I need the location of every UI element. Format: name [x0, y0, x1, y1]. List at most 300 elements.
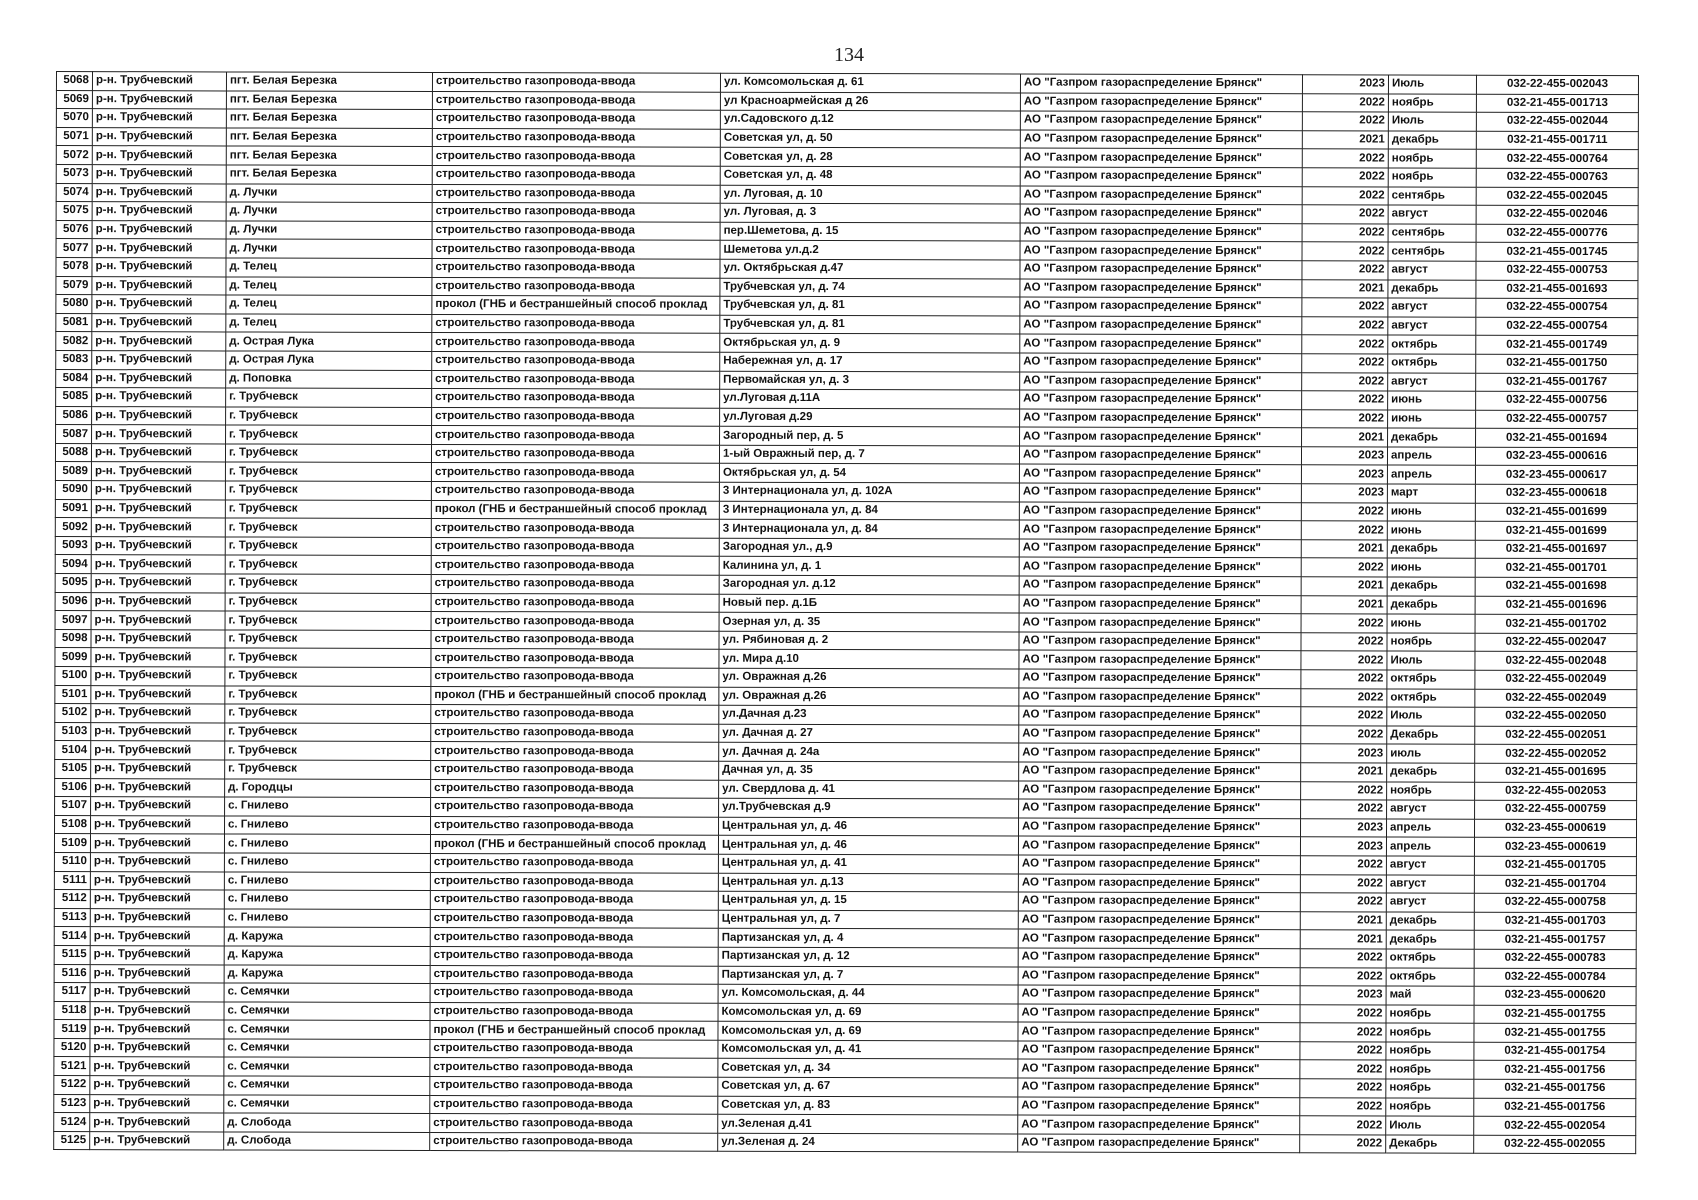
permit-code-cell: 032-21-455-001755: [1474, 1005, 1636, 1024]
organization-cell: АО "Газпром газораспределение Брянск": [1018, 911, 1300, 930]
month-cell: ноябрь: [1386, 1060, 1474, 1079]
month-cell: октябрь: [1386, 967, 1474, 986]
locality-cell: д. Лучки: [226, 184, 432, 203]
row-number-cell: 5124: [54, 1113, 90, 1132]
district-cell: р-н. Трубчевский: [90, 927, 224, 946]
organization-cell: АО "Газпром газораспределение Брянск": [1019, 502, 1301, 521]
year-cell: 2023: [1302, 75, 1388, 94]
organization-cell: АО "Газпром газораспределение Брянск": [1019, 688, 1301, 707]
locality-cell: с. Семячки: [224, 1039, 430, 1058]
year-cell: 2022: [1300, 1135, 1386, 1154]
organization-cell: АО "Газпром газораспределение Брянск": [1020, 260, 1302, 279]
address-cell: ул. Рябиновая д. 2: [719, 631, 1019, 650]
month-cell: Июль: [1388, 112, 1476, 131]
month-cell: июнь: [1388, 410, 1476, 429]
month-cell: апрель: [1387, 447, 1475, 466]
month-cell: сентябрь: [1388, 187, 1476, 206]
district-cell: р-н. Трубчевский: [92, 239, 226, 258]
work-type-cell: строительство газопровода-ввода: [431, 463, 719, 482]
row-number-cell: 5100: [55, 666, 91, 685]
permit-code-cell: 032-22-455-000776: [1476, 224, 1638, 243]
locality-cell: г. Трубчевск: [226, 407, 432, 426]
district-cell: р-н. Трубчевский: [91, 760, 225, 779]
work-type-cell: строительство газопровода-ввода: [431, 667, 719, 686]
locality-cell: д. Телец: [226, 314, 432, 333]
address-cell: ул Красноармейская д 26: [720, 92, 1020, 111]
year-cell: 2022: [1301, 558, 1387, 577]
month-cell: сентябрь: [1388, 242, 1476, 261]
locality-cell: г. Трубчевск: [225, 760, 431, 779]
work-type-cell: строительство газопровода-ввода: [430, 1039, 718, 1058]
permit-code-cell: 032-23-455-000619: [1474, 838, 1636, 857]
page-number: 134: [834, 44, 864, 66]
address-cell: 1-ый Овражный пер, д. 7: [719, 445, 1019, 464]
work-type-cell: строительство газопровода-ввода: [431, 630, 719, 649]
permit-code-cell: 032-22-455-000763: [1476, 168, 1638, 187]
locality-cell: с. Гнилево: [224, 834, 430, 853]
address-cell: Советская ул, д. 48: [720, 166, 1020, 185]
row-number-cell: 5073: [56, 164, 92, 183]
row-number-cell: 5078: [56, 257, 92, 276]
row-number-cell: 5084: [56, 369, 92, 388]
organization-cell: АО "Газпром газораспределение Брянск": [1018, 1115, 1300, 1134]
permit-code-cell: 032-22-455-000754: [1476, 298, 1638, 317]
organization-cell: АО "Газпром газораспределение Брянск": [1019, 520, 1301, 539]
organization-cell: АО "Газпром газораспределение Брянск": [1020, 167, 1302, 186]
district-cell: р-н. Трубчевский: [91, 536, 225, 555]
work-type-cell: строительство газопровода-ввода: [431, 760, 719, 779]
organization-cell: АО "Газпром газораспределение Брянск": [1020, 279, 1302, 298]
year-cell: 2023: [1300, 837, 1386, 856]
locality-cell: д. Слобода: [224, 1132, 430, 1151]
organization-cell: АО "Газпром газораспределение Брянск": [1018, 1134, 1300, 1153]
permit-code-cell: 032-22-455-002048: [1475, 652, 1637, 671]
table-row: [54, 1131, 1636, 1154]
address-cell: Загородная ул., д.9: [719, 538, 1019, 557]
district-cell: р-н. Трубчевский: [92, 165, 226, 184]
year-cell: 2021: [1302, 428, 1388, 447]
organization-cell: АО "Газпром газораспределение Брянск": [1018, 948, 1300, 967]
district-cell: р-н. Трубчевский: [90, 1094, 224, 1113]
locality-cell: д. Телец: [226, 276, 432, 295]
year-cell: 2022: [1301, 502, 1387, 521]
permit-code-cell: 032-23-455-000616: [1475, 447, 1637, 466]
locality-cell: г. Трубчевск: [225, 630, 431, 649]
work-type-cell: строительство газопровода-ввода: [430, 891, 718, 910]
work-type-cell: строительство газопровода-ввода: [432, 277, 720, 296]
work-type-cell: строительство газопровода-ввода: [432, 110, 720, 129]
address-cell: ул. Мира д.10: [719, 650, 1019, 669]
year-cell: 2022: [1302, 409, 1388, 428]
locality-cell: с. Гнилево: [224, 871, 430, 890]
organization-cell: АО "Газпром газораспределение Брянск": [1018, 967, 1300, 986]
permit-code-cell: 032-21-455-001705: [1474, 856, 1636, 875]
month-cell: ноябрь: [1387, 633, 1475, 652]
month-cell: Июль: [1387, 651, 1475, 670]
address-cell: 3 Интернационала ул, д. 102А: [719, 482, 1019, 501]
row-number-cell: 5072: [56, 146, 92, 165]
month-cell: ноябрь: [1386, 1098, 1474, 1117]
organization-cell: АО "Газпром газораспределение Брянск": [1019, 669, 1301, 688]
row-number-cell: 5094: [55, 555, 91, 574]
locality-cell: г. Трубчевск: [225, 704, 431, 723]
work-type-cell: строительство газопровода-ввода: [430, 1132, 718, 1151]
gas-connection-register-table: [53, 71, 1639, 1155]
locality-cell: с. Гнилево: [225, 816, 431, 835]
address-cell: ул. Дачная д. 24а: [719, 743, 1019, 762]
year-cell: 2022: [1301, 633, 1387, 652]
month-cell: август: [1388, 205, 1476, 224]
year-cell: 2022: [1302, 112, 1388, 131]
permit-code-cell: 032-21-455-001702: [1475, 614, 1637, 633]
address-cell: Октябрьская ул, д. 54: [719, 464, 1019, 483]
organization-cell: АО "Газпром газораспределение Брянск": [1019, 743, 1301, 762]
organization-cell: АО "Газпром газораспределение Брянск": [1019, 446, 1301, 465]
month-cell: март: [1387, 484, 1475, 503]
district-cell: р-н. Трубчевский: [90, 945, 224, 964]
organization-cell: АО "Газпром газораспределение Брянск": [1018, 1004, 1300, 1023]
row-number-cell: 5095: [55, 574, 91, 593]
month-cell: октябрь: [1387, 689, 1475, 708]
year-cell: 2021: [1302, 131, 1388, 150]
year-cell: 2021: [1301, 540, 1387, 559]
organization-cell: АО "Газпром газораспределение Брянск": [1020, 148, 1302, 167]
work-type-cell: строительство газопровода-ввода: [430, 984, 718, 1003]
address-cell: ул. Свердлова д. 41: [719, 780, 1019, 799]
row-number-cell: 5091: [55, 499, 91, 518]
address-cell: Озерная ул, д. 35: [719, 612, 1019, 631]
district-cell: р-н. Трубчевский: [91, 704, 225, 723]
organization-cell: АО "Газпром газораспределение Брянск": [1019, 762, 1301, 781]
month-cell: декабрь: [1387, 763, 1475, 782]
row-number-cell: 5105: [55, 759, 91, 778]
district-cell: р-н. Трубчевский: [92, 258, 226, 277]
work-type-cell: строительство газопровода-ввода: [430, 1095, 718, 1114]
year-cell: 2022: [1302, 335, 1388, 354]
district-cell: р-н. Трубчевский: [91, 667, 225, 686]
month-cell: Декабрь: [1386, 1135, 1474, 1154]
district-cell: р-н. Трубчевский: [91, 592, 225, 611]
year-cell: 2023: [1301, 465, 1387, 484]
month-cell: ноябрь: [1387, 782, 1475, 801]
organization-cell: АО "Газпром газораспределение Брянск": [1018, 836, 1300, 855]
month-cell: август: [1386, 893, 1474, 912]
permit-code-cell: 032-21-455-001756: [1474, 1079, 1636, 1098]
locality-cell: пгт. Белая Березка: [226, 109, 432, 128]
year-cell: 2022: [1301, 614, 1387, 633]
permit-code-cell: 032-21-455-001694: [1476, 428, 1638, 447]
row-number-cell: 5109: [54, 834, 90, 853]
address-cell: ул. Октябрьская д.47: [720, 259, 1020, 278]
row-number-cell: 5104: [55, 741, 91, 760]
year-cell: 2022: [1301, 651, 1387, 670]
locality-cell: с. Гнилево: [225, 797, 431, 816]
district-cell: р-н. Трубчевский: [92, 146, 226, 165]
permit-code-cell: 032-22-455-002052: [1475, 745, 1637, 764]
permit-code-cell: 032-21-455-001756: [1474, 1098, 1636, 1117]
address-cell: ул.Садовского д.12: [720, 110, 1020, 129]
district-cell: р-н. Трубчевский: [92, 109, 226, 128]
district-cell: р-н. Трубчевский: [90, 983, 224, 1002]
year-cell: 2022: [1300, 1042, 1386, 1061]
month-cell: ноябрь: [1388, 94, 1476, 113]
work-type-cell: строительство газопровода-ввода: [432, 389, 720, 408]
address-cell: 3 Интернационала ул, д. 84: [719, 519, 1019, 538]
work-type-cell: строительство газопровода-ввода: [432, 240, 720, 259]
permit-code-cell: 032-23-455-000617: [1475, 466, 1637, 485]
district-cell: р-н. Трубчевский: [91, 499, 225, 518]
organization-cell: АО "Газпром газораспределение Брянск": [1018, 1059, 1300, 1078]
district-cell: р-н. Трубчевский: [91, 611, 225, 630]
organization-cell: АО "Газпром газораспределение Брянск": [1019, 799, 1301, 818]
district-cell: р-н. Трубчевский: [92, 388, 226, 407]
year-cell: 2021: [1300, 930, 1386, 949]
address-cell: ул.Трубчевская д.9: [719, 798, 1019, 817]
locality-cell: г. Трубчевск: [225, 593, 431, 612]
year-cell: 2022: [1301, 726, 1387, 745]
locality-cell: д. Каружа: [224, 946, 430, 965]
year-cell: 2022: [1302, 354, 1388, 373]
locality-cell: д. Острая Лука: [226, 332, 432, 351]
organization-cell: АО "Газпром газораспределение Брянск": [1019, 576, 1301, 595]
month-cell: апрель: [1387, 465, 1475, 484]
year-cell: 2022: [1301, 670, 1387, 689]
year-cell: 2022: [1302, 224, 1388, 243]
permit-code-cell: 032-21-455-001699: [1475, 503, 1637, 522]
row-number-cell: 5098: [55, 629, 91, 648]
work-type-cell: строительство газопровода-ввода: [432, 72, 720, 91]
year-cell: 2022: [1302, 316, 1388, 335]
month-cell: Июль: [1387, 707, 1475, 726]
permit-code-cell: 032-22-455-000759: [1475, 800, 1637, 819]
district-cell: р-н. Трубчевский: [91, 574, 225, 593]
year-cell: 2023: [1300, 819, 1386, 838]
month-cell: ноябрь: [1386, 1079, 1474, 1098]
month-cell: Июль: [1386, 1116, 1474, 1135]
row-number-cell: 5068: [56, 72, 92, 91]
organization-cell: АО "Газпром газораспределение Брянск": [1019, 539, 1301, 558]
district-cell: р-н. Трубчевский: [92, 90, 226, 109]
work-type-cell: строительство газопровода-ввода: [432, 333, 720, 352]
address-cell: Трубчевская ул, д. 81: [720, 296, 1020, 315]
locality-cell: д. Каружа: [224, 964, 430, 983]
locality-cell: г. Трубчевск: [225, 500, 431, 519]
year-cell: 2022: [1301, 707, 1387, 726]
permit-code-cell: 032-22-455-002047: [1475, 633, 1637, 652]
district-cell: р-н. Трубчевский: [90, 1020, 224, 1039]
permit-code-cell: 032-22-455-000753: [1476, 261, 1638, 280]
district-cell: р-н. Трубчевский: [92, 295, 226, 314]
work-type-cell: строительство газопровода-ввода: [430, 1058, 718, 1077]
month-cell: октябрь: [1388, 354, 1476, 373]
address-cell: ул. Овражная д.26: [719, 687, 1019, 706]
month-cell: август: [1388, 372, 1476, 391]
district-cell: р-н. Трубчевский: [92, 127, 226, 146]
work-type-cell: строительство газопровода-ввода: [431, 779, 719, 798]
locality-cell: с. Семячки: [224, 1057, 430, 1076]
locality-cell: д. Слобода: [224, 1113, 430, 1132]
month-cell: апрель: [1386, 837, 1474, 856]
work-type-cell: строительство газопровода-ввода: [431, 742, 719, 761]
work-type-cell: строительство газопровода-ввода: [430, 1114, 718, 1133]
organization-cell: АО "Газпром газораспределение Брянск": [1019, 632, 1301, 651]
district-cell: р-н. Трубчевский: [90, 853, 224, 872]
month-cell: июнь: [1387, 558, 1475, 577]
month-cell: август: [1386, 856, 1474, 875]
locality-cell: пгт. Белая Березка: [226, 91, 432, 110]
address-cell: Комсомольская ул, д. 69: [718, 1003, 1018, 1022]
permit-code-cell: 032-22-455-000757: [1476, 410, 1638, 429]
organization-cell: АО "Газпром газораспределение Брянск": [1020, 372, 1302, 391]
address-cell: Центральная ул, д. 41: [718, 854, 1018, 873]
permit-code-cell: 032-23-455-000619: [1474, 819, 1636, 838]
work-type-cell: строительство газопровода-ввода: [432, 184, 720, 203]
locality-cell: с. Семячки: [224, 1076, 430, 1095]
row-number-cell: 5121: [54, 1057, 90, 1076]
district-cell: р-н. Трубчевский: [91, 778, 225, 797]
row-number-cell: 5125: [54, 1131, 90, 1150]
month-cell: ноябрь: [1386, 1023, 1474, 1042]
row-number-cell: 5122: [54, 1076, 90, 1095]
row-number-cell: 5123: [54, 1094, 90, 1113]
permit-code-cell: 032-21-455-001713: [1476, 94, 1638, 113]
address-cell: Первомайская ул, д. 3: [720, 371, 1020, 390]
row-number-cell: 5110: [54, 852, 90, 871]
work-type-cell: строительство газопровода-ввода: [431, 537, 719, 556]
district-cell: р-н. Трубчевский: [91, 481, 225, 500]
locality-cell: д. Телец: [226, 258, 432, 277]
organization-cell: АО "Газпром газораспределение Брянск": [1019, 464, 1301, 483]
permit-code-cell: 032-22-455-002055: [1474, 1135, 1636, 1154]
organization-cell: АО "Газпром газораспределение Брянск": [1019, 595, 1301, 614]
organization-cell: АО "Газпром газораспределение Брянск": [1020, 334, 1302, 353]
organization-cell: АО "Газпром газораспределение Брянск": [1018, 855, 1300, 874]
permit-code-cell: 032-22-455-002044: [1476, 112, 1638, 131]
locality-cell: г. Трубчевск: [225, 648, 431, 667]
month-cell: декабрь: [1387, 540, 1475, 559]
organization-cell: АО "Газпром газораспределение Брянск": [1018, 892, 1300, 911]
permit-code-cell: 032-21-455-001711: [1476, 131, 1638, 150]
row-number-cell: 5114: [54, 927, 90, 946]
organization-cell: АО "Газпром газораспределение Брянск": [1019, 483, 1301, 502]
work-type-cell: строительство газопровода-ввода: [432, 407, 720, 426]
work-type-cell: прокол (ГНБ и бестраншейный способ проклад: [431, 686, 719, 705]
row-number-cell: 5074: [56, 183, 92, 202]
locality-cell: д. Лучки: [226, 202, 432, 221]
permit-code-cell: 032-21-455-001693: [1476, 280, 1638, 299]
row-number-cell: 5113: [54, 908, 90, 927]
row-number-cell: 5120: [54, 1038, 90, 1057]
month-cell: октябрь: [1386, 949, 1474, 968]
month-cell: июль: [1387, 744, 1475, 763]
locality-cell: пгт. Белая Березка: [226, 72, 432, 91]
district-cell: р-н. Трубчевский: [91, 555, 225, 574]
row-number-cell: 5081: [56, 313, 92, 332]
row-number-cell: 5090: [55, 481, 91, 500]
row-number-cell: 5107: [55, 797, 91, 816]
district-cell: р-н. Трубчевский: [91, 443, 225, 462]
organization-cell: АО "Газпром газораспределение Брянск": [1020, 111, 1302, 130]
row-number-cell: 5101: [55, 685, 91, 704]
month-cell: октябрь: [1388, 335, 1476, 354]
row-number-cell: 5088: [55, 443, 91, 462]
address-cell: пер.Шеметова, д. 15: [720, 222, 1020, 241]
year-cell: 2022: [1300, 1116, 1386, 1135]
row-number-cell: 5089: [55, 462, 91, 481]
organization-cell: АО "Газпром газораспределение Брянск": [1020, 353, 1302, 372]
district-cell: р-н. Трубчевский: [91, 741, 225, 760]
work-type-cell: прокол (ГНБ и бестраншейный способ проклад: [430, 1021, 718, 1040]
work-type-cell: строительство газопровода-ввода: [432, 370, 720, 389]
district-cell: р-н. Трубчевский: [92, 220, 226, 239]
address-cell: Комсомольская ул, д. 41: [718, 1040, 1018, 1059]
year-cell: 2021: [1300, 911, 1386, 930]
year-cell: 2023: [1301, 744, 1387, 763]
district-cell: р-н. Трубчевский: [91, 815, 225, 834]
permit-code-cell: 032-22-455-000764: [1476, 150, 1638, 169]
permit-code-cell: 032-22-455-002049: [1475, 689, 1637, 708]
address-cell: Трубчевская ул, д. 74: [720, 278, 1020, 297]
locality-cell: д. Городцы: [225, 779, 431, 798]
year-cell: 2022: [1302, 149, 1388, 168]
year-cell: 2022: [1302, 298, 1388, 317]
locality-cell: с. Гнилево: [224, 890, 430, 909]
year-cell: 2021: [1301, 763, 1387, 782]
month-cell: август: [1388, 261, 1476, 280]
locality-cell: д. Каружа: [224, 927, 430, 946]
locality-cell: пгт. Белая Березка: [226, 128, 432, 147]
permit-code-cell: 032-21-455-001745: [1476, 243, 1638, 262]
work-type-cell: строительство газопровода-ввода: [432, 147, 720, 166]
year-cell: 2022: [1302, 242, 1388, 261]
row-number-cell: 5118: [54, 1001, 90, 1020]
month-cell: ноябрь: [1388, 168, 1476, 187]
year-cell: 2022: [1300, 1060, 1386, 1079]
district-cell: р-н. Трубчевский: [91, 648, 225, 667]
organization-cell: АО "Газпром газораспределение Брянск": [1019, 706, 1301, 725]
district-cell: р-н. Трубчевский: [90, 908, 224, 927]
permit-code-cell: 032-21-455-001701: [1475, 559, 1637, 578]
locality-cell: г. Трубчевск: [225, 686, 431, 705]
permit-code-cell: 032-22-455-002050: [1475, 707, 1637, 726]
year-cell: 2022: [1302, 168, 1388, 187]
address-cell: ул. Комсомольская д. 61: [720, 73, 1020, 92]
year-cell: 2022: [1300, 1004, 1386, 1023]
month-cell: июнь: [1388, 391, 1476, 410]
locality-cell: д. Поповка: [226, 369, 432, 388]
district-cell: р-н. Трубчевский: [91, 629, 225, 648]
year-cell: 2023: [1301, 484, 1387, 503]
permit-code-cell: 032-21-455-001754: [1474, 1042, 1636, 1061]
row-number-cell: 5069: [56, 90, 92, 109]
month-cell: август: [1387, 800, 1475, 819]
work-type-cell: строительство газопровода-ввода: [430, 1002, 718, 1021]
district-cell: р-н. Трубчевский: [90, 1076, 224, 1095]
organization-cell: АО "Газпром газораспределение Брянск": [1018, 874, 1300, 893]
locality-cell: д. Острая Лука: [226, 351, 432, 370]
permit-code-cell: 032-21-455-001699: [1475, 521, 1637, 540]
work-type-cell: строительство газопровода-ввода: [430, 909, 718, 928]
locality-cell: с. Семячки: [224, 1020, 430, 1039]
work-type-cell: строительство газопровода-ввода: [432, 258, 720, 277]
permit-code-cell: 032-21-455-001756: [1474, 1061, 1636, 1080]
address-cell: Центральная ул, д. 7: [718, 910, 1018, 929]
organization-cell: АО "Газпром газораспределение Брянск": [1020, 241, 1302, 260]
permit-code-cell: 032-21-455-001704: [1474, 875, 1636, 894]
district-cell: р-н. Трубчевский: [92, 351, 226, 370]
work-type-cell: строительство газопровода-ввода: [432, 426, 720, 445]
locality-cell: д. Телец: [226, 295, 432, 314]
